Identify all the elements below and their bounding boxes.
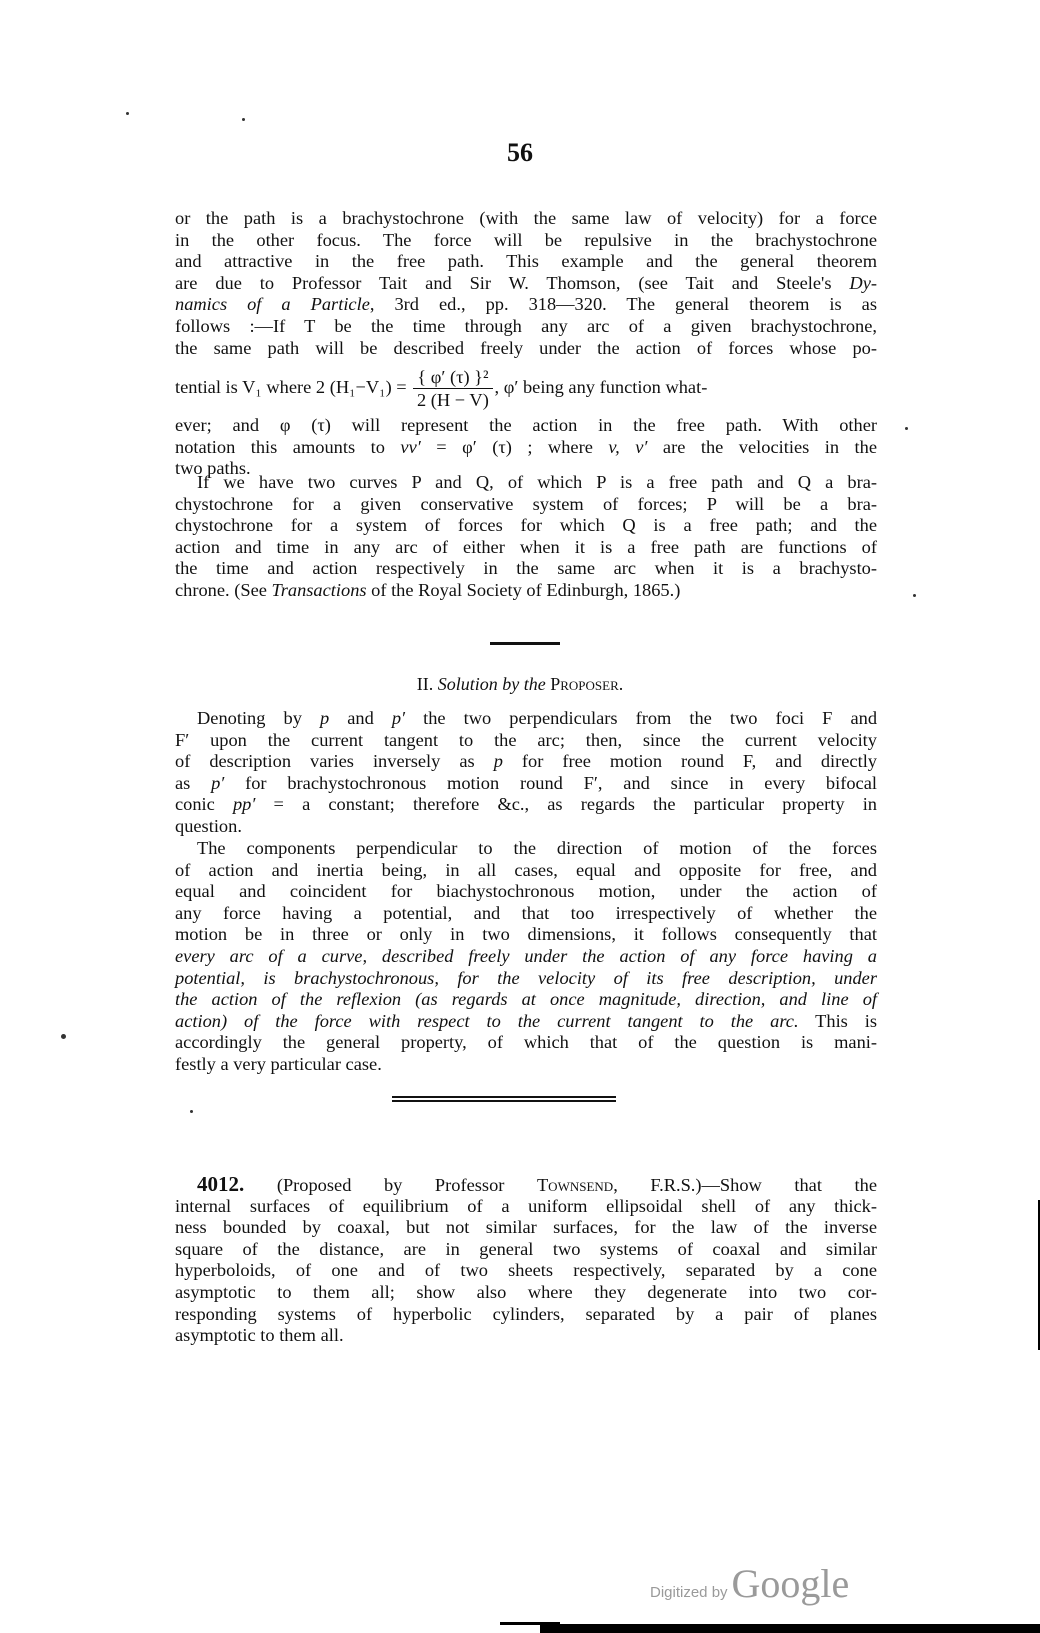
italic-span: potential, is brachystochronous, for the velocity of its free description, under: [175, 967, 877, 988]
text-line: square of the distance, are in general two systems of coaxal and similar: [175, 1238, 877, 1259]
text-span: are the velocities in the: [647, 436, 877, 457]
text-span: , 3rd ed., pp. 318—320. The general theorem is as: [369, 294, 877, 315]
text-line: question.: [175, 815, 242, 836]
italic-span: every arc of a curve, described freely under the action of any force having a: [175, 945, 877, 966]
text-line: [175, 437, 877, 459]
text-line: F′ upon the current tangent to the arc; then, since the current velocity: [175, 729, 877, 750]
text-line: chystochrone for a given conservative system of forces; P will be a bra-: [175, 493, 877, 514]
text-span: and: [329, 708, 392, 728]
formula-line: [175, 359, 877, 415]
text-line: accordingly the general property, of which that of the question is mani-: [175, 1032, 877, 1053]
text-line: motion be in three or only in two dimensions, it follows consequently that: [175, 924, 877, 945]
problem-number: 4012.: [197, 1172, 245, 1196]
watermark-logo: Google: [731, 1561, 850, 1606]
italic-span: p: [319, 708, 330, 728]
text-span: of description varies inversely as: [175, 751, 494, 772]
text-span: as: [175, 772, 212, 793]
section-heading: [0, 674, 1040, 695]
book-title: namics of a Particle: [175, 294, 370, 315]
scan-speck: [905, 427, 908, 430]
text-line: [175, 946, 877, 968]
text-line: two paths.: [175, 458, 251, 479]
text-line: [175, 794, 877, 816]
text-span: for brachystochronous motion round F′, and since in every bifocal: [224, 772, 877, 793]
text-line: the time and action respectively in the same arc when it is a brachysto-: [175, 558, 877, 579]
text-line: the same path will be described freely under the action of forces whose po-: [175, 337, 877, 358]
paragraph-1: [175, 208, 877, 480]
text-span: notation this amounts to: [175, 436, 401, 457]
text-line: [175, 273, 877, 295]
heading-name: Proposer.: [550, 674, 624, 694]
text-line: chystochrone for a system of forces for which Q is a free path; and the: [175, 515, 877, 536]
text-span: = a constant; therefore &c., as regards the particular property in: [255, 794, 877, 815]
scan-speck: [126, 112, 129, 115]
text-line: [175, 294, 877, 316]
text-line: and attractive in the free path. This example and the general theorem: [175, 251, 877, 272]
text-line: festly a very particular case.: [175, 1053, 382, 1074]
text-span: = φ′ (τ) ; where: [420, 436, 609, 457]
scan-speck: [190, 1110, 193, 1113]
italic-span: p′: [391, 708, 406, 728]
paragraph-4: [175, 838, 877, 1076]
fraction-denominator: 2 (H − V): [416, 390, 489, 411]
paragraph-2: [175, 472, 877, 602]
heading-italic: Solution by the: [437, 674, 551, 694]
text-line: follows :—If T be the time through any arc of a given brachystochrone,: [175, 315, 877, 336]
text-span: , F.R.S.)—Show that the: [613, 1175, 877, 1195]
text-line: [175, 1011, 877, 1033]
double-rule-bottom: [392, 1100, 616, 1102]
text-line: internal surfaces of equilibrium of a uniform ellipsoidal shell of any thick-: [175, 1195, 877, 1216]
proposer-name: Townsend: [536, 1175, 614, 1195]
fraction-numerator: { φ′ (τ) }²: [413, 366, 492, 389]
text-line: in the other focus. The force will be repulsive in the brachystochrone: [175, 229, 877, 250]
text-span: of the Royal Society of Edinburgh, 1865.): [366, 579, 681, 600]
text-line: asymptotic to them all.: [175, 1325, 344, 1346]
watermark-prefix: Digitized by: [650, 1584, 728, 1601]
problem-4012: [175, 1174, 877, 1347]
text-line: If we have two curves P and Q, of which P is a free path and Q a bra-: [197, 472, 877, 492]
scan-speck: [913, 594, 916, 597]
text-line: ever; and φ (τ) will represent the action in the free path. With other: [175, 415, 877, 436]
text-span: for free motion round F, and directly: [502, 751, 877, 772]
text-line: The components perpendicular to the direction of motion of the forces: [197, 838, 877, 858]
text-span: tential is V₁ where 2 (H₁−V₁) =: [175, 377, 412, 398]
text-line: [175, 751, 877, 773]
text-span: , φ′ being any function what-: [494, 377, 708, 398]
italic-span: p: [493, 751, 503, 772]
text-line: responding systems of hyperbolic cylinders, separated by a pair of planes: [175, 1303, 877, 1324]
text-line: asymptotic to them all; show also where they degenerate into two cor-: [175, 1281, 877, 1302]
text-span: (Proposed by Professor: [244, 1175, 537, 1195]
italic-span: action) of the force with respect to the current tangent to the arc.: [175, 1010, 799, 1031]
text-line: ness bounded by coaxal, but not similar surfaces, for the law of the inverse: [175, 1217, 877, 1238]
scan-speck: [61, 1034, 66, 1039]
double-rule-top: [392, 1096, 616, 1098]
scan-speck: [242, 118, 245, 121]
text-span: chrone. (See: [175, 579, 272, 600]
text-line: of action and inertia being, in all cases, equal and opposite for free, and: [175, 859, 877, 880]
italic-span: Transactions: [271, 579, 367, 600]
text-span: Denoting by: [197, 708, 320, 728]
section-divider: [490, 642, 560, 645]
text-line: [175, 580, 877, 602]
italic-span: p′: [211, 772, 225, 793]
text-line: action and time in any arc of either when it is a free path are functions of: [175, 536, 877, 557]
text-span: conic: [175, 794, 233, 815]
italic-span: vv′: [400, 436, 421, 457]
text-line: [175, 773, 877, 795]
italic-span: Dy-: [849, 272, 877, 293]
text-line: [175, 1174, 877, 1196]
text-span: are due to Professor Tait and Sir W. Thomson, (see Tait and Steele's: [175, 272, 850, 293]
italic-span: v, v′: [608, 436, 648, 457]
text-line: any force having a potential, and that too irrespectively of whether the: [175, 902, 877, 923]
text-line: [175, 968, 877, 990]
paragraph-3: [175, 708, 877, 838]
text-line: hyperboloids, of one and of two sheets respectively, separated by a cone: [175, 1260, 877, 1281]
italic-span: pp′: [232, 794, 256, 815]
fraction: [413, 366, 492, 411]
heading-numeral: II.: [416, 674, 438, 694]
scan-bottom-edge: [540, 1624, 1040, 1633]
text-line: [175, 708, 877, 730]
text-line: [175, 989, 877, 1011]
italic-span: the action of the reflexion (as regards at once magnitude, direction, and line of: [175, 989, 877, 1010]
page-number: 56: [507, 138, 533, 167]
google-watermark: [650, 1560, 849, 1607]
text-span: the two perpendiculars from the two foci F and: [405, 708, 878, 728]
text-line: or the path is a brachystochrone (with the same law of velocity) for a force: [175, 208, 877, 228]
text-line: equal and coincident for biachystochronous motion, under the action of: [175, 881, 877, 902]
text-span: This is: [798, 1010, 878, 1031]
